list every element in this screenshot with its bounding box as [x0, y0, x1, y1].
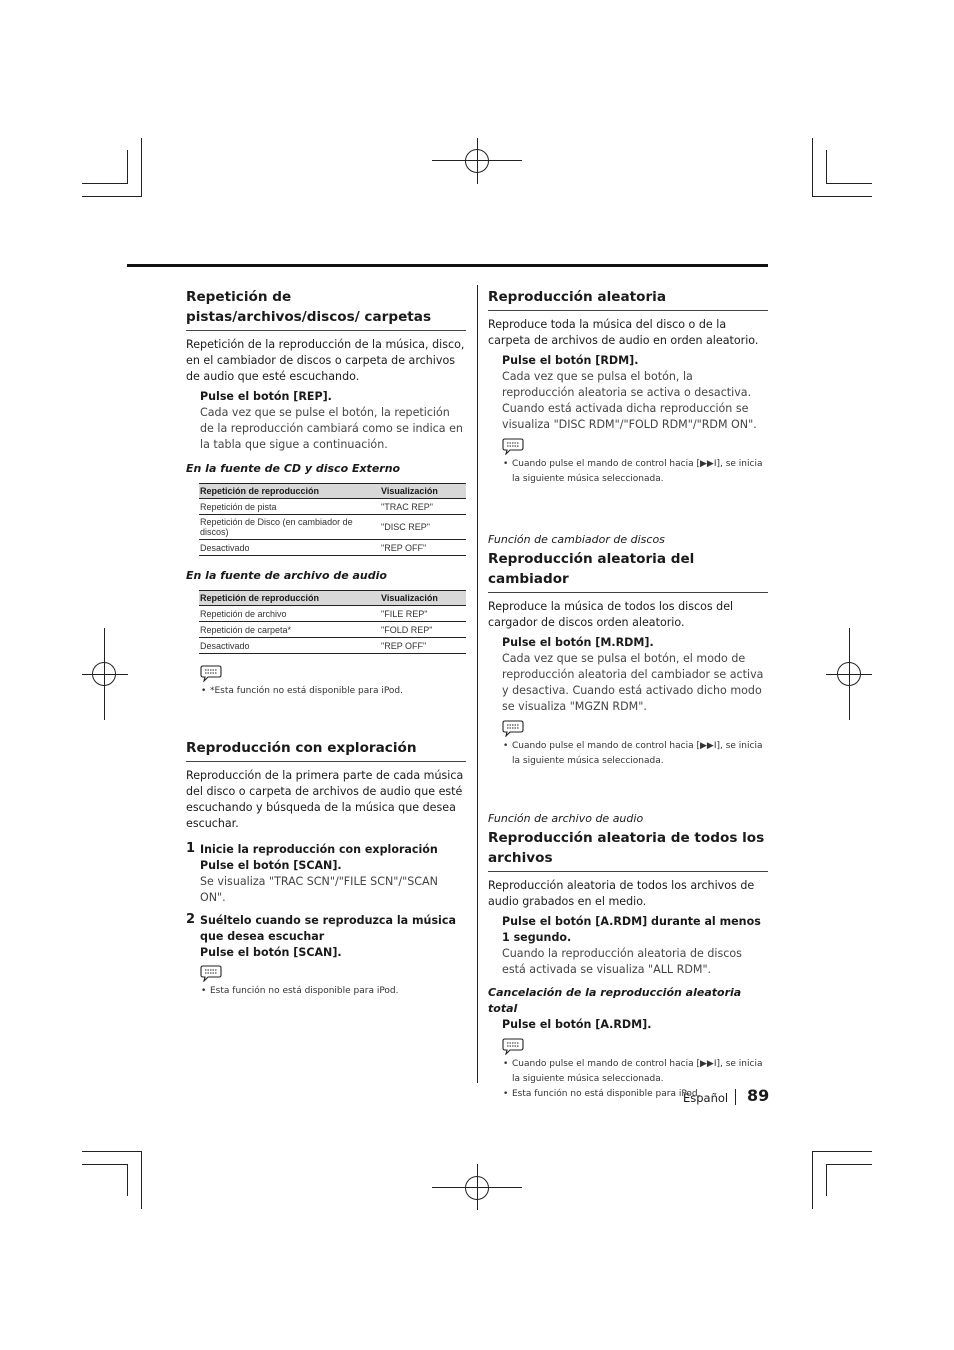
step-action: Pulse el botón [SCAN].: [200, 946, 342, 959]
scan-note-block: [200, 964, 466, 999]
repeat-note: • *Esta función no está disponible para iPod.: [200, 684, 466, 699]
step-action: Pulse el botón [SCAN].: [200, 859, 342, 872]
repeat-desc: Cada vez que se pulse el botón, la repetición de la reproducción cambiará como se indica en la tabla que sigue a continuación.: [200, 406, 463, 451]
table-row: [199, 540, 466, 556]
random-note-block: [502, 437, 768, 487]
step-title: Suéltelo cuando se reproduzca la música que desea escuchar: [200, 914, 456, 943]
table-cell: "REP OFF": [380, 540, 466, 556]
section-title-all-random: Reproducción aleatoria de todos los archivos: [488, 828, 768, 872]
note-icon: [502, 1037, 524, 1055]
table-cell: Repetición de carpeta*: [199, 622, 380, 638]
cd-repeat-table: [199, 483, 466, 556]
changer-function-label: Función de cambiador de discos: [488, 533, 665, 546]
audio-source-heading: En la fuente de archivo de audio: [186, 569, 387, 582]
table-cell: "DISC REP": [380, 515, 466, 540]
section-title-changer: Reproducción aleatoria del cambiador: [488, 549, 768, 593]
scan-section: [186, 738, 466, 999]
page-number: 89: [747, 1086, 770, 1105]
section-title-repeat: Repetición de pistas/archivos/discos/ carpetas: [186, 287, 466, 331]
step-title: Inicie la reproducción con exploración: [200, 843, 438, 856]
table-cell: "FOLD REP": [380, 622, 466, 638]
table-cell: Repetición de pista: [199, 499, 380, 515]
table-header: Repetición de reproducción: [199, 484, 380, 499]
table-cell: "TRAC REP": [380, 499, 466, 515]
header-rule: [127, 264, 768, 267]
random-action: Pulse el botón [RDM].: [502, 354, 639, 367]
table-row: [199, 499, 466, 515]
left-column: [186, 287, 466, 699]
all-random-note-1: • Cuando pulse el mando de control hacia [▶▶I], se inicia la siguiente música seleccionada.: [502, 1057, 768, 1087]
table-header: Visualización: [380, 484, 466, 499]
audio-repeat-table: [199, 590, 466, 654]
repeat-action: Pulse el botón [REP].: [200, 390, 332, 403]
table-header-row: [199, 591, 466, 606]
note-icon: [502, 719, 524, 737]
random-note: • Cuando pulse el mando de control hacia [▶▶I], se inicia la siguiente música seleccionada.: [502, 457, 768, 487]
note-icon: [502, 437, 524, 455]
table-cell: Repetición de Disco (en cambiador de discos): [199, 515, 380, 540]
scan-step-1: [186, 842, 466, 906]
changer-desc: Cada vez que se pulsa el botón, el modo de reproducción aleatoria del cambiador se activa y desactiva. Cuando está activado dicho modo se visualiza "MGZN RDM".: [502, 652, 764, 713]
step-number: 1: [186, 841, 196, 856]
changer-section: [488, 532, 768, 769]
repeat-note-block: [200, 664, 466, 699]
column-divider: [477, 285, 478, 1083]
section-title-scan: Reproducción con exploración: [186, 738, 466, 762]
cd-source-heading: En la fuente de CD y disco Externo: [186, 462, 401, 475]
note-icon: [200, 664, 222, 682]
changer-intro: Reproduce la música de todos los discos del cargador de discos orden aleatorio.: [488, 600, 734, 629]
random-intro: Reproduce toda la música del disco o de la carpeta de archivos de audio en orden aleatorio.: [488, 318, 759, 347]
step-desc: Se visualiza "TRAC SCN"/"FILE SCN"/"SCAN ON".: [200, 875, 438, 904]
scan-step-2: [186, 913, 466, 961]
repeat-intro: Repetición de la reproducción de la música, disco, en el cambiador de discos o carpeta de archivos de audio que esté escuchando.: [186, 338, 465, 383]
all-random-section: [488, 811, 768, 1102]
random-desc: Cada vez que se pulsa el botón, la reproducción aleatoria se activa o desactiva. Cuando está activada dicha reproducción se visualiza "DISC RDM"/"FOLD RDM"/"RDM ON".: [502, 370, 757, 431]
note-icon: [200, 964, 222, 982]
footer-divider: [735, 1089, 736, 1105]
table-row: [199, 622, 466, 638]
table-header: Repetición de reproducción: [199, 591, 380, 606]
table-row: [199, 638, 466, 654]
table-header: Visualización: [380, 591, 466, 606]
all-random-intro: Reproducción aleatoria de todos los archivos de audio grabados en el medio.: [488, 879, 755, 908]
step-number: 2: [186, 912, 196, 927]
cancel-action: Pulse el botón [A.RDM].: [502, 1018, 652, 1031]
scan-note: • Esta función no está disponible para iPod.: [200, 984, 466, 999]
all-random-desc: Cuando la reproducción aleatoria de discos está activada se visualiza "ALL RDM".: [502, 947, 742, 976]
cancel-heading: Cancelación de la reproducción aleatoria total: [488, 986, 742, 1015]
all-random-note-2: • Esta función no está disponible para iPod.: [502, 1087, 768, 1102]
table-cell: "FILE REP": [380, 606, 466, 622]
section-title-random: Reproducción aleatoria: [488, 287, 768, 311]
table-cell: Desactivado: [199, 638, 380, 654]
changer-note: • Cuando pulse el mando de control hacia [▶▶I], se inicia la siguiente música seleccionada.: [502, 739, 768, 769]
audio-function-label: Función de archivo de audio: [488, 812, 644, 825]
table-cell: Repetición de archivo: [199, 606, 380, 622]
changer-note-block: [502, 719, 768, 769]
random-section: [488, 287, 768, 487]
table-cell: "REP OFF": [380, 638, 466, 654]
table-cell: Desactivado: [199, 540, 380, 556]
footer-language: Español: [683, 1091, 729, 1105]
table-row: [199, 515, 466, 540]
changer-action: Pulse el botón [M.RDM].: [502, 636, 654, 649]
all-random-action: Pulse el botón [A.RDM] durante al menos 1 segundo.: [502, 915, 761, 944]
table-header-row: [199, 484, 466, 499]
table-row: [199, 606, 466, 622]
scan-intro: Reproducción de la primera parte de cada música del disco o carpeta de archivos de audio que esté escuchando y búsqueda de la música que desea escuchar.: [186, 769, 464, 830]
